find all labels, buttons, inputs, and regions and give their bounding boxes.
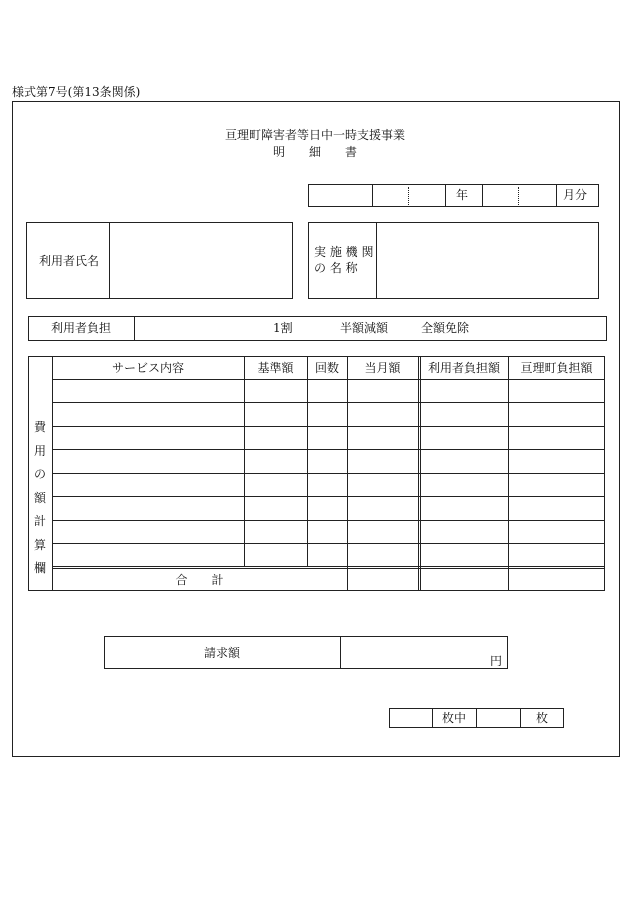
header-town-burden: 亘理町負担額 [520, 361, 593, 375]
facility-label-line1: 実 施 機 関 [314, 245, 374, 259]
header-month-amount: 当月額 [364, 361, 401, 375]
date-divider [556, 184, 557, 207]
date-dotted-divider [408, 187, 409, 205]
page-of-label: 枚中 [441, 711, 466, 725]
header-service: サービス内容 [111, 361, 184, 375]
side-char: 額 [34, 490, 47, 505]
claim-label: 請求額 [203, 646, 240, 660]
side-char: 計 [34, 514, 47, 528]
row-line [52, 402, 605, 403]
page-count-divider [476, 708, 477, 728]
page-label: 枚 [535, 711, 548, 725]
row-line [52, 449, 605, 450]
date-dotted-divider [518, 187, 519, 205]
header-base-amount: 基準額 [257, 361, 294, 375]
burden-option-2: 半額減額 [340, 321, 389, 335]
date-divider [372, 184, 373, 207]
row-line [52, 566, 605, 567]
claim-unit: 円 [490, 654, 503, 668]
row-line [52, 543, 605, 544]
row-line [52, 379, 605, 380]
row-line [52, 496, 605, 497]
form-subtitle: 明 細 書 [272, 145, 357, 159]
burden-divider [134, 316, 135, 341]
row-line [52, 473, 605, 474]
side-char: 欄 [34, 561, 47, 575]
month-label: 月分 [563, 188, 588, 202]
burden-option-1: 1割 [273, 321, 293, 335]
user-name-divider [109, 222, 110, 299]
facility-label-line2: の 名 称 [314, 261, 358, 275]
fee-side-label [34, 416, 46, 581]
row-line [52, 520, 605, 521]
burden-label: 利用者負担 [51, 321, 112, 335]
user-name-label: 利用者氏名 [39, 254, 100, 268]
form-title: 亘理町障害者等日中一時支援事業 [224, 128, 405, 142]
burden-option-3: 全額免除 [421, 321, 470, 335]
header-user-burden: 利用者負担額 [427, 361, 500, 375]
row-line [52, 426, 605, 427]
side-char: 費 [34, 420, 47, 434]
header-count: 回数 [314, 361, 339, 375]
col-divider [307, 356, 308, 567]
side-char: 用 [34, 443, 47, 458]
claim-divider [340, 636, 341, 669]
side-char: の [34, 467, 47, 481]
date-divider [482, 184, 483, 207]
side-char: 算 [34, 537, 47, 552]
total-label: 合 計 [175, 573, 224, 587]
facility-divider [376, 222, 377, 299]
col-divider [244, 356, 245, 567]
form-number: 様式第7号(第13条関係) [12, 85, 141, 99]
year-label: 年 [456, 188, 469, 202]
row-line-double [52, 568, 605, 569]
date-divider [445, 184, 446, 207]
burden-row [28, 316, 607, 341]
